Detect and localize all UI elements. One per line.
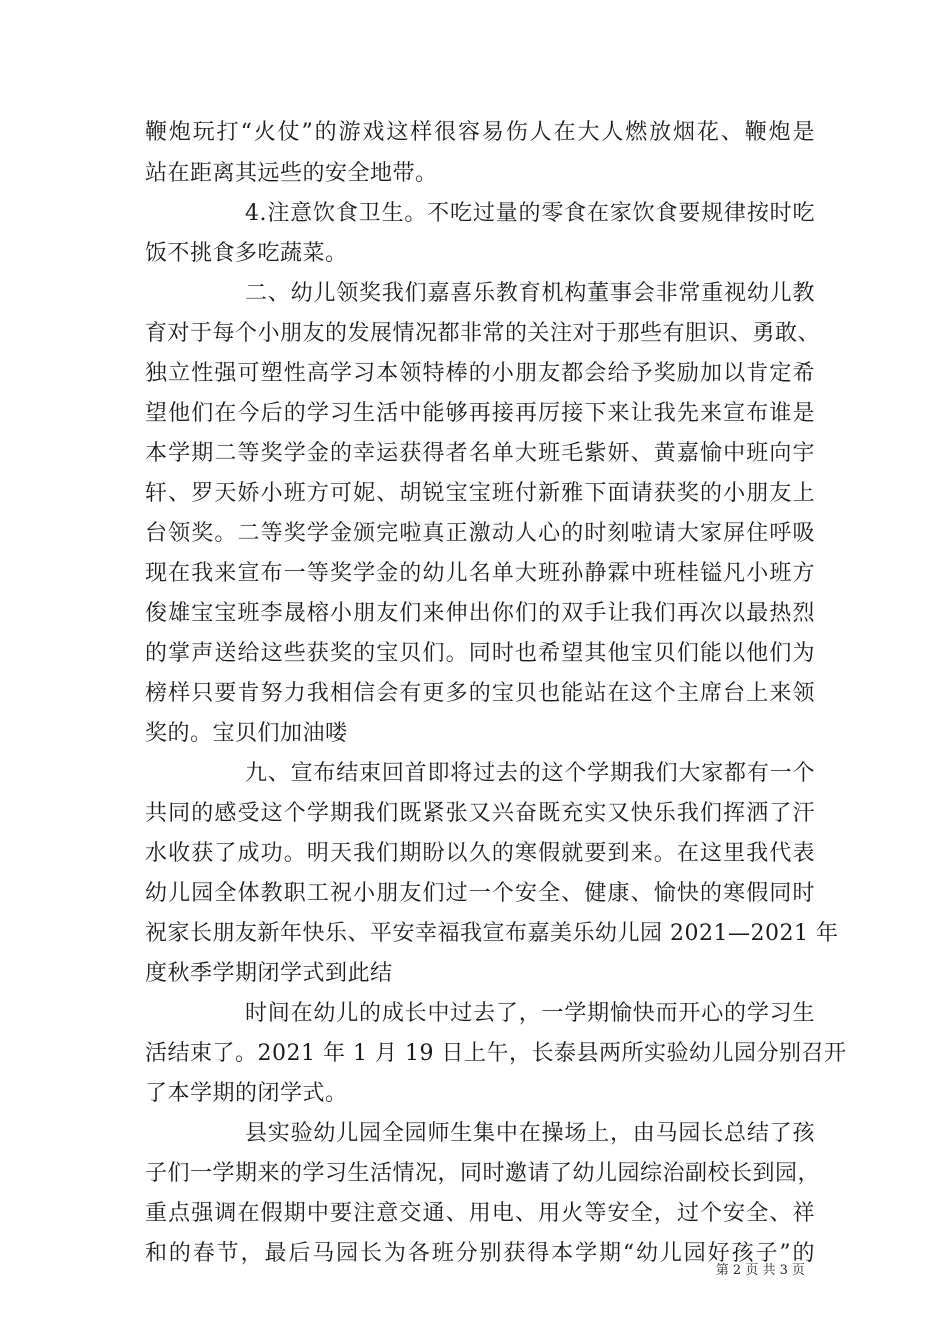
text-line: 和的春节，最后马园长为各班分别获得本学期“幼儿园好孩子”的 — [145, 1241, 815, 1266]
text-line: 九、宣布结束回首即将过去的这个学期我们大家都有一个 — [245, 761, 815, 786]
text-line: 育对于每个小朋友的发展情况都非常的关注对于那些有胆识、勇敢、 — [145, 321, 821, 346]
text-line: 轩、罗天娇小班方可妮、胡锐宝宝班付新雅下面请获奖的小朋友上 — [145, 481, 815, 506]
text-line: 鞭炮玩打“火仗”的游戏这样很容易伤人在大人燃放烟花、鞭炮是 — [145, 120, 815, 145]
text-line: 了本学期的闭学式。 — [145, 1081, 348, 1106]
text-line: 台领奖。二等奖学金颁完啦真正激动人心的时刻啦请大家屏住呼吸 — [145, 521, 815, 546]
text-line: 望他们在今后的学习生活中能够再接再厉接下来让我先来宣布谁是 — [145, 401, 815, 426]
text-line: 水收获了成功。明天我们期盼以久的寒假就要到来。在这里我代表 — [145, 841, 815, 866]
text-line: 县实验幼儿园全园师生集中在操场上，由马园长总结了孩 — [245, 1121, 815, 1146]
text-line: 时间在幼儿的成长中过去了，一学期愉快而开心的学习生 — [245, 1001, 815, 1026]
text-line: 共同的感受这个学期我们既紧张又兴奋既充实又快乐我们挥洒了汗 — [145, 801, 815, 826]
text-line: 度秋季学期闭学式到此结 — [145, 961, 393, 986]
text-line: 祝家长朋友新年快乐、平安幸福我宣布嘉美乐幼儿园 2021—2021 年 — [145, 921, 839, 946]
text-line: 奖的。宝贝们加油喽 — [145, 721, 348, 746]
text-line: 榜样只要肯努力我相信会有更多的宝贝也能站在这个主席台上来领 — [145, 681, 815, 706]
text-line: 二、幼儿领奖我们嘉喜乐教育机构董事会非常重视幼儿教 — [245, 281, 815, 306]
text-line: 站在距离其远些的安全地带。 — [145, 161, 438, 186]
text-line: 本学期二等奖学金的幸运获得者名单大班毛紫妍、黄嘉愉中班向宇 — [145, 441, 815, 466]
page-number: 第 2 页 共 3 页 — [715, 1263, 805, 1278]
text-line: 子们一学期来的学习生活情况，同时邀请了幼儿园综治副校长到园， — [145, 1161, 821, 1186]
text-line: 独立性强可塑性高学习本领特棒的小朋友都会给予奖励加以肯定希 — [145, 361, 815, 386]
text-line: 重点强调在假期中要注意交通、用电、用火等安全，过个安全、祥 — [145, 1201, 815, 1226]
text-line: 俊雄宝宝班李晟榕小朋友们来伸出你们的双手让我们再次以最热烈 — [145, 601, 815, 626]
text-line: 现在我来宣布一等奖学金的幼儿名单大班孙静霖中班桂镒凡小班方 — [145, 561, 815, 586]
text-line: 4.注意饮食卫生。不吃过量的零食在家饮食要规律按时吃 — [245, 201, 815, 226]
text-line: 幼儿园全体教职工祝小朋友们过一个安全、健康、愉快的寒假同时 — [145, 881, 815, 906]
text-line: 饭不挑食多吃蔬菜。 — [145, 241, 348, 266]
text-line: 的掌声送给这些获奖的宝贝们。同时也希望其他宝贝们能以他们为 — [145, 641, 815, 666]
text-line: 活结束了。2021 年 1 月 19 日上午，长泰县两所实验幼儿园分别召开 — [145, 1041, 847, 1066]
